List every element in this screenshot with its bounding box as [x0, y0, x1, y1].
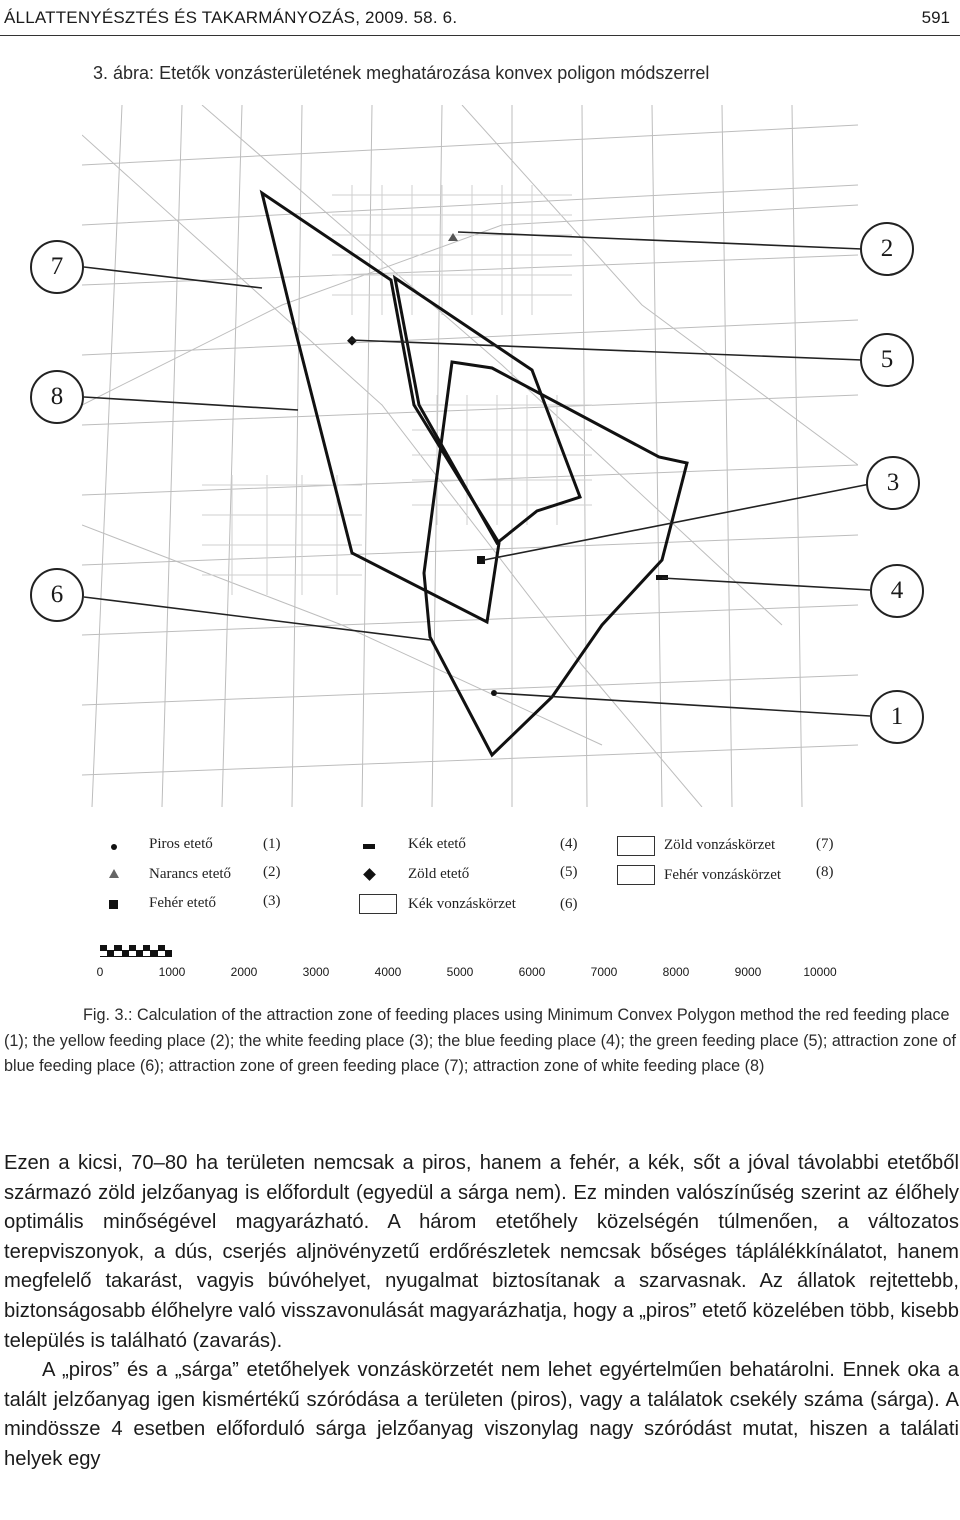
figure-title-prefix: 3. ábra: — [93, 63, 155, 83]
legend-label-5: Zöld etető — [408, 866, 470, 882]
dash-icon — [363, 844, 375, 849]
scale-tick: 1000 — [158, 965, 186, 979]
legend-num-5: (5) — [560, 864, 578, 880]
legend-num-4: (4) — [560, 836, 578, 852]
triangle-icon — [109, 869, 119, 878]
caption-label: Fig. 3. — [83, 1006, 128, 1024]
scale-bar-segment — [158, 945, 165, 951]
legend-num-6: (6) — [560, 896, 578, 912]
scale-tick: 4000 — [374, 965, 402, 979]
callout-6: 6 — [30, 568, 84, 622]
legend-num-3: (3) — [263, 893, 281, 909]
box-icon — [617, 865, 655, 885]
scale-bar-segment — [100, 945, 107, 951]
callout-7: 7 — [30, 240, 84, 294]
scale-bar-segment — [129, 945, 136, 951]
legend-label-2: Narancs etető — [149, 866, 232, 882]
legend-label-8: Fehér vonzáskörzet — [664, 867, 782, 883]
scale-tick: 9000 — [734, 965, 762, 979]
scale-tick: 10000 — [803, 965, 837, 979]
map-legend — [82, 820, 858, 930]
scale-bar — [96, 945, 837, 985]
body-paragraph-2: A „piros” és a „sárga” etetőhelyek vonzáskörzetét nem lehet egyértelműen behatárolni. Ennek oka a talált jelzőanyag igen kismértékű szóródása a területen (piros), vagy a találatok csekély száma (sárga). A mindössze 4 esetben előforduló sárga jelzőanyag viszonylag nagy szóródást mutat, hiszen a találati helyek egy — [4, 1359, 959, 1470]
callout-8: 8 — [30, 370, 84, 424]
box-icon — [359, 894, 397, 914]
page-number: 591 — [921, 8, 950, 27]
legend-label-6: Kék vonzáskörzet — [408, 896, 516, 912]
body-paragraph-1: Ezen a kicsi, 70–80 ha területen nemcsak a piros, hanem a fehér, a kék, sőt a jóval távolabbi etetőből származó zöld jelzőanyag is előfordult (egyedül a sárga nem). Ez minden valószínűség szerint az élőhely optimális minőségével magyarázható. A három etetőhely közelségén túlmenően, a változatos terepviszonyok, a dús, cserjés aljnövényzetű erdőrészletek nemcsak bőséges táplálékkínálatot, hanem megfelelő takarást, vagyis búvóhelyet, nyugalmat biztosítanak a szarvasnak. Az állatok rejtettebb, biztonságosabb élőhelyre való visszavonulását magyarázhatja, hogy a „piros” etető közelében több, kisebb település is található (zavarás). — [4, 1152, 959, 1352]
scale-bar-line — [100, 956, 172, 957]
figure-caption — [4, 1003, 959, 1080]
dot-icon — [111, 844, 117, 850]
legend-num-7: (7) — [816, 836, 834, 852]
diamond-icon — [363, 868, 376, 881]
scale-bar-segment — [143, 945, 150, 951]
scale-tick: 3000 — [302, 965, 330, 979]
scale-tick: 0 — [96, 965, 104, 979]
callout-1: 1 — [870, 690, 924, 744]
figure-title-text: Etetők vonzásterületének meghatározása konvex poligon módszerrel — [159, 63, 710, 83]
legend-num-2: (2) — [263, 864, 281, 880]
legend-num-8: (8) — [816, 864, 834, 880]
scale-tick: 5000 — [446, 965, 474, 979]
scale-bar-segment — [114, 945, 121, 951]
callout-4: 4 — [870, 564, 924, 618]
callout-5: 5 — [860, 333, 914, 387]
square-icon — [109, 900, 118, 909]
body-text — [4, 1149, 959, 1475]
legend-label-7: Zöld vonzáskörzet — [664, 837, 776, 853]
legend-label-1: Piros etető — [149, 836, 213, 852]
box-icon — [617, 836, 655, 856]
legend-label-4: Kék etető — [408, 836, 466, 852]
scale-tick: 2000 — [230, 965, 258, 979]
scale-tick: 8000 — [662, 965, 690, 979]
journal-header: ÁLLATTENYÉSZTÉS ÉS TAKARMÁNYOZÁS, 2009. 58. 6. — [4, 8, 458, 27]
callout-3: 3 — [866, 456, 920, 510]
caption-text: : Calculation of the attraction zone of feeding places using Minimum Convex Polygon method the red feeding place (1); the yellow feeding place (2); the white feeding place (3); the blue feeding place (4); the green feeding place (5); attraction zone of blue feeding place (6); attraction zone of green feeding place (7); attraction zone of white feeding place (8) — [4, 1006, 957, 1076]
legend-label-3: Fehér etető — [149, 895, 217, 911]
scale-tick: 6000 — [518, 965, 546, 979]
scale-tick: 7000 — [590, 965, 618, 979]
legend-num-1: (1) — [263, 836, 281, 852]
callout-2: 2 — [860, 222, 914, 276]
